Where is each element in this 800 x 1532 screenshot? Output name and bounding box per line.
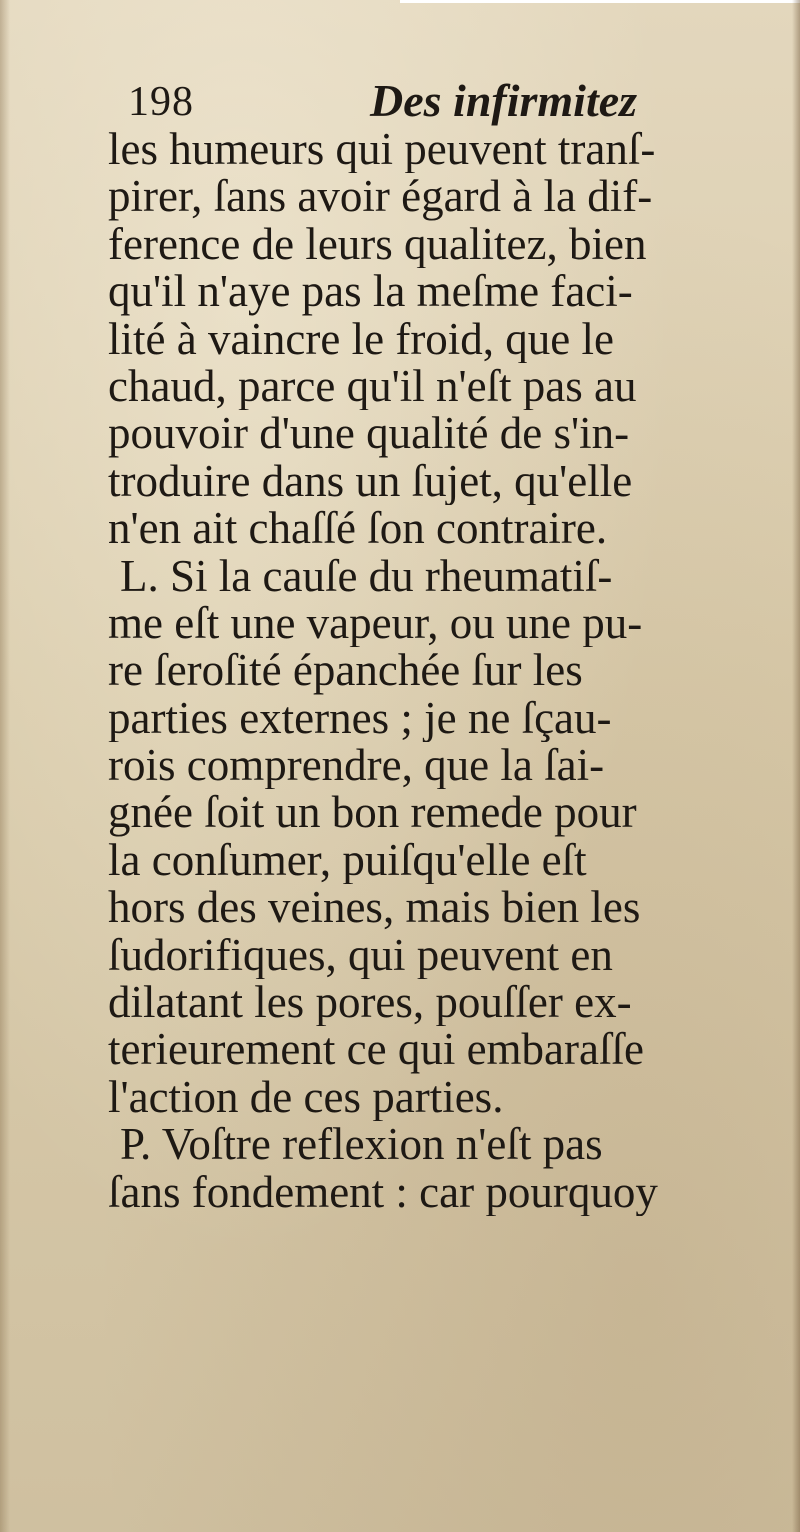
text-line: re ſeroſité épanchée ſur les xyxy=(108,647,583,695)
text-line: l'action de ces parties. xyxy=(108,1073,504,1122)
text-line: ſans fondement : car pourquoy xyxy=(108,1168,658,1216)
text-line: parties externes ; je ne ſçau- xyxy=(108,694,612,743)
page-header xyxy=(122,68,682,132)
text-line: lité à vaincre le froid, que le xyxy=(108,315,615,363)
text-line: n'en ait chaſſé ſon contraire. xyxy=(108,505,608,553)
text-line: chaud, parce qu'il n'eſt pas au xyxy=(108,362,637,411)
text-line: terieurement ce qui embaraſſe xyxy=(108,1026,644,1074)
text-line: P. Voſtre reflexion n'eſt pas xyxy=(120,1121,603,1169)
text-line: troduire dans un ſujet, qu'elle xyxy=(108,457,633,506)
text-line: pouvoir d'une qualité de s'in- xyxy=(108,410,630,458)
page-number: 198 xyxy=(128,79,194,125)
running-title: Des infirmitez xyxy=(370,75,638,126)
text-line: rois comprendre, que la ſai- xyxy=(108,742,605,790)
page-top-edge xyxy=(400,0,800,3)
text-line: la conſumer, puiſqu'elle eſt xyxy=(108,836,587,885)
text-line: dilatant les pores, pouſſer ex- xyxy=(108,979,632,1027)
body-text xyxy=(108,126,798,1216)
page-left-shadow xyxy=(0,0,10,1532)
text-line: hors des veines, mais bien les xyxy=(108,884,641,932)
text-line: L. Si la cauſe du rheumatiſ- xyxy=(120,552,613,600)
text-line: me eſt une vapeur, ou une pu- xyxy=(108,599,643,648)
text-line: gnée ſoit un bon remede pour xyxy=(108,789,637,837)
text-line: pirer, ſans avoir égard à la dif- xyxy=(108,173,653,221)
text-line: les humeurs qui peuvent tranſ- xyxy=(108,126,656,174)
text-line: ſudorifiques, qui peuvent en xyxy=(108,931,613,980)
text-line: ference de leurs qualitez, bien xyxy=(108,220,647,269)
text-line: qu'il n'aye pas la meſme faci- xyxy=(108,268,633,316)
